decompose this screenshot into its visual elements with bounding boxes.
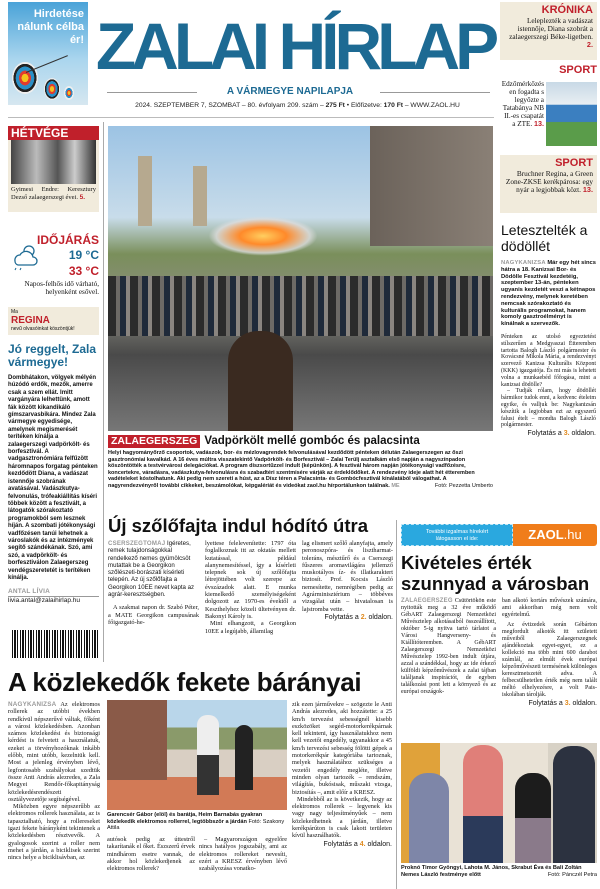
columns: [108, 540, 393, 635]
lead-text-wrap: [108, 450, 493, 490]
article-title: Kivételes érték szunnyad a városban: [401, 552, 590, 594]
barcode: [12, 630, 98, 658]
column: [302, 540, 393, 635]
lead-text: Helyi hagyományőrző csoportok, vadászok, bor- és mézlovagrendek felvonulásával kezdődött pénteken délután Zalaegerszegen az őszi gasztronómiai kavalkád. A 16 éves múltra visszatekintő Vadpörkölt- és Borfesztivál – Zalai Terülj asztalkám első napján a nagyszínpadon köszöntötték a testvérvárosi delegációkat. A program díszsortűzzel indult (képünkön). A fesztivál három napján jótékonysági vadfőzésre, koncertekre, váradásra, vadászkutya-felvonulásra és szabadtéri szentmisére várják az érdeklődőket. A rendezvény ideje alatt hét étteremben vadételeket kóstolhatunk. Aki pedig nem szereti a húst, az a Dísz téren a Palacsinta- és Gombócfesztivál kínálatából válogathat. A nagyrendezvényről további cikkeket, beszámolókat, képgalériát és videókat zaol.hu hírportálunkon találnak.: [108, 450, 475, 489]
person: [409, 773, 449, 863]
roller-col-3: – Magyarországon egyelőre nincs hatályos jogszabály, ami az elektromos rollereket nevesíti, ezért a KRESZ érvényben lévő szabályozása vonatko-: [199, 836, 287, 873]
target-icon: [44, 78, 60, 100]
photo-credit: Fotó: Szakony Attila: [107, 818, 285, 832]
zaol-banner-text: További izgalmas hírekért látogasson el ide:: [401, 524, 513, 546]
lead-title: Vadpörkölt mellé gombóc és palacsinta: [204, 435, 420, 447]
kicker: NAGYKANIZSA: [501, 260, 546, 266]
article-body: lag elismert szőlő alanyfajta, amely peronoszpóra- és lisztharmat-toleráns, mésztűrő és a Cserszegi fűszeres aromavilágára jellemző muskotályos íz- és illatkaraktert biztosít. Prof. Kocsis László nemesítette, nemrégiben pedig az Agrárminisztérium – többéves vizsgálat után – hivatalosan is lajstromba vette.: [302, 540, 393, 613]
lead-headline-row: [108, 435, 493, 448]
zaol-logo: [513, 524, 597, 546]
dateline: [100, 101, 495, 110]
church-tower: [138, 156, 152, 226]
lead-text: Már egy hét sincs hátra a 18. Kanizsai Bor- és Dödölle Fesztivál kezdetéig, szeptember 13-án, pénteken ugyanis kezdetét veszi a kétnapos rendezvény, melynek keretében nemcsak szórakoztató és kulturális programokat, hanem komoly gasztroélményt is kínálnak a szervezők.: [501, 260, 596, 328]
kronika-teaser[interactable]: [500, 2, 597, 60]
divider: [103, 122, 104, 662]
dateline-date: 2024. SZEPTEMBER 7, SZOMBAT – 80. évfolyam 209. szám –: [135, 102, 326, 109]
church-tower: [193, 166, 207, 226]
dodolle-article: [501, 222, 596, 438]
sport-label: SPORT: [559, 64, 597, 76]
roller-col-4: [292, 701, 392, 849]
kicker: NAGYKANIZSA: [8, 701, 57, 708]
exhibition-caption: [401, 865, 597, 878]
kicker: ZALAEGERSZEG: [401, 598, 453, 604]
article-body: Csütörtökön este nyitották meg a 32 éve működő GébART Zalaegerszegi Nemzetközi Művésztelep alkotásaiból összeállított, október 5-ig nyitva tartó tárlatot a Városi Hangverseny- és Kiállítóteremben. A GébART Zalaegerszegi Nemzetközi Művésztelep 1992-ben indult útjára, azzal a szándékkal, hogy az ide érkező külföldi képzőművészek a zalai tájban találjanak inspirációt, de egyben találkozási pont lett a környező és az európai országok-: [401, 598, 496, 695]
lead-kicker: ZALAEGERSZEG: [108, 435, 200, 448]
lead-photo: [108, 126, 493, 431]
soldier: [228, 331, 293, 431]
page-ref: 13.: [582, 185, 593, 194]
scooter-caption: [107, 812, 290, 832]
masthead-title: ZALAI HÍRLAP: [95, 9, 495, 83]
article-body: A szakmai napon dr. Szabó Péter, a MATE Georgikon campusának főigazgató-he-: [108, 604, 199, 626]
column: [401, 598, 496, 708]
sport-text-wrap: [500, 80, 544, 129]
cont-pre: Folytatás a: [323, 840, 360, 848]
article-body: ban alkotó kortárs művészek számára, ami akkoriban még nem volt egyértelmű.: [502, 598, 597, 618]
person: [463, 745, 503, 863]
column: [108, 540, 199, 635]
kronika-text-wrap: [504, 17, 593, 49]
kronika-label: KRÓNIKA: [541, 4, 593, 16]
zaol-tld: .hu: [563, 527, 582, 542]
cont-post: oldalon.: [569, 430, 596, 438]
hetvege-text: Gyimesi Endre: Keresztury Dezső zalaegerszegi évei.: [11, 186, 96, 201]
kicker: CSERSZEGTOMAJ: [108, 540, 166, 547]
continued-link[interactable]: [292, 840, 392, 849]
nameday-post: nevű olvasóinkat köszöntjük!: [11, 326, 75, 332]
lead-caption: [108, 435, 493, 490]
sport-teaser-1[interactable]: [500, 64, 597, 152]
exhibition-photo: [401, 743, 597, 863]
zaol-banner[interactable]: [401, 524, 597, 546]
football-photo: [546, 82, 597, 146]
lead-wrap: [108, 540, 199, 598]
weather-text: Napos-felhős idő várható, helyenként esővel.: [24, 280, 99, 297]
editorial: [8, 343, 99, 605]
cont-pre: Folytatás a: [527, 430, 564, 438]
price: 275 Ft: [325, 102, 345, 109]
column: [502, 598, 597, 708]
person: [515, 773, 551, 863]
article-body: Pénteken az utolsó egyeztetést stílszerűen a Medgyaszai Étteremben tartotta Balogh László polgármester és Kovácsné Mikola Mária, a rendezvényt szervező Kanizsa Kulturális Központ (KKK) igazgatója. És mi más is lehetett volna a munkaebéd főfogása, mint a kanizsai dödölle?: [501, 333, 596, 388]
nameday-box: [8, 307, 99, 335]
hetvege-label: HÉTVÉGE: [8, 126, 99, 140]
cont-post: oldalon.: [570, 700, 597, 707]
subscription-price: 170 Ft: [383, 102, 403, 109]
article-lead: [501, 260, 596, 328]
website-link[interactable]: – WWW.ZAOL.HU: [403, 102, 460, 109]
page-ref: 2.: [586, 40, 593, 49]
article-body-2: – Tudják rólam, hogy dödöllét bármikor tudok enni, a kedvenc ételeim egyike, és valljuk be: Nagykanizsán készítik a legjobban ezt az egyszerű falusi ételt – mondta Balogh László polgármester.: [501, 388, 596, 429]
scooter-photo: [107, 700, 287, 810]
building-door: [107, 700, 167, 780]
kronika-text: Leleplezték a vadászat istennője, Diana szobrát a zalaegerszegi Béke-ligetben.: [509, 16, 593, 41]
roller-col-1: [8, 701, 100, 862]
author-sign: ME: [391, 482, 400, 489]
sport-text: Bruchner Regina, a Green Zone-ZKSE kerékpárosa: egy nyár a legjobbak közt.: [505, 169, 593, 194]
photo-credit: Fotó: Pezzetta Umberto: [434, 482, 493, 489]
ad-box[interactable]: [8, 2, 88, 105]
photo-credit: Fotó: Pánczél Petra: [547, 871, 597, 878]
hetvege-photo: [11, 140, 96, 184]
column: [8, 701, 100, 803]
editorial-text: Dombhátakon, völgyek mélyén húzódó erdők, mezők, amerre csak a szem ellát. Imitt vargányára lelhettünk, amott fák között kikandikáló gímszarvasbikára. Mindez Zala vármegye egyedisége, amelynek megismerését terítéken kínálja a zalaegerszegi vadpörkölt- és borfesztivál. A vadgasztronómiára felfűzött háromnapos forgatag pénteken kezdődött Diana, a vadászat istennője szobrának avatásával. Vadászkutya-felvonulás, trófeakiállítás kíséri többek között a fesztivált, a látogatók szórakoztató programokból sem lesznek híján. A szombati jótékonysági vadfőzésen tanúi lehetnek a városlakók és az intézmények segítő szándékának. Szó, ami szó, a vadpörkölt- és borfesztiválon Zalaegerszeg vendégszeretetét is terítéken kínálja.: [8, 375, 98, 581]
sport-text-wrap: [504, 170, 593, 194]
weather-box: [8, 233, 99, 305]
divider: [107, 92, 197, 93]
article-title: Új szőlőfajta indul hódító útra: [108, 515, 369, 536]
page-ref: 5.: [79, 193, 85, 201]
cont-page: 2.: [360, 613, 367, 621]
cont-post: oldalon.: [365, 840, 392, 848]
column: [205, 540, 296, 635]
hetvege-teaser[interactable]: [8, 126, 99, 212]
divider: [396, 520, 397, 889]
page-ref: 13.: [534, 119, 544, 129]
lead-text: Igéretes, remek tulajdonságokkal rendelkező nemes gyümölcsöt mutattak be a Georgikon szőlészeti-borászati kísérleti telepén. Az új szőlőfajta a Georgikon 10EE nevet kapta az agrár-keresztségben.: [108, 540, 195, 599]
columns: [401, 598, 597, 708]
sport-label: SPORT: [555, 157, 593, 169]
divider: [380, 92, 490, 93]
sport-teaser-2[interactable]: [500, 155, 597, 213]
cont-page: 4.: [359, 840, 366, 848]
nameday-pre: Ma: [11, 309, 18, 315]
target-icon: [12, 62, 38, 94]
article-body: lyettese felelevenítette: 1797 óta foglalkoznak itt az oktatás mellett kutatással, például alanynemesítéssel, így a kísérleti telepnek sok új szőlőfajta létrejöttében volt szerepe az évszázadok alatt. E munka kiemelkedő személyiségeként dolgozott az 1970-es évektől a Keszthelyhez közeli ültetvényen dr. Bakonyi Károly is.: [205, 540, 296, 620]
article-body: Mindebből az is következik, hogy az elektromos rollerek – legyenek kis vagy nagy teljesítményűek – nem közlekedhetnek a járdán, illetve kerékpárúton is csak lakott területen kívül használhatók.: [292, 795, 392, 840]
cannon-smoke: [208, 216, 318, 256]
masthead-subtitle: A VÁRMEGYE NAPILAPJA: [226, 86, 354, 97]
hetvege-text-wrap: [8, 184, 99, 203]
person: [553, 746, 595, 863]
editorial-email[interactable]: livia.antal@zalaihirlap.hu: [8, 597, 80, 605]
article-body: Az évtizedek során Gébárton megfordult alkotók itt született műveiből Zalaegerszegnek ajándékoztak egyet-egyet, ez a kollekció ma több mint 600 darabot számlál, az elmúlt évek európai képzőművészeti termésének különleges keresztmetszetét adva. A felbecsülhetetlen érték még nem talált méltó elhelyezésre, a volt Pais-iskolában tárolják.: [502, 622, 597, 698]
weather-min: 19 °C: [68, 248, 99, 262]
divider: [8, 117, 494, 118]
kiveteles-article: [401, 552, 597, 708]
article-body: zik ezen járművekre – szögezte le Anti András alezredes, aki hozzátette: a 25 km/h tervezési sebességnél kisebb eszközöket segéd-motorkerékpárnak kell tekinteni, így használatukhoz nem kell vezetői engedély, ugyanakkor a 45 km/h tervezési sebesség fölötti gépek a motorkerékpár kategóriába tartoznak, melyek használatához szükséges a vezetői engedély megléte, illetve minden olyan tartozék – rendszám, világítás, bukósisak, műszaki vizsga, biztosítás –, amit előír a KRESZ.: [292, 701, 392, 796]
zaol-brand: ZAOL: [528, 527, 564, 542]
crowd: [108, 276, 493, 336]
weather-max: 33 °C: [68, 264, 99, 278]
article-title: Letesztelték a dödöllét: [501, 222, 588, 254]
person: [235, 725, 253, 790]
dateline-sep: • Előfizetve:: [344, 102, 384, 109]
article-body: Az elektromos rollerek az utóbbi években rendkívül népszerűvé váltak, főként a városi közlekedésben. Azonban számos közlekedési és biztonsági kérdést is felvetett a használatuk, ezeket a törvényhozóknak inkább előbb, mint utóbb, kezelniük kell. Most a jelenleg érvényben lévő, legfontosabb szabályokat szedtük össze Anti András alezredes, a Zala Megyei Rendőr-főkapitányság közlekedésrendészeti osztályvezetője segítségével.: [8, 701, 100, 803]
sport-text: Edzőmérkőzésen fogadta s legyőzte a Tatabánya NB II.-es csapatát a ZTE.: [501, 80, 544, 129]
person: [197, 715, 219, 795]
cont-page: 3.: [563, 430, 570, 438]
continued-link[interactable]: [502, 699, 597, 708]
continued-link[interactable]: [302, 613, 393, 622]
article-body: Mint elhangzott, a Georgikon 10EE a legújabb, államilag: [205, 620, 296, 635]
target-icon: [64, 86, 74, 100]
szolo-article: [108, 515, 393, 635]
continued-link[interactable]: [501, 429, 596, 438]
caption-text: Proknó Timor Gyöngyi, Lahota M. János, Skrabut Éva és Bali Zoltán Nemes László festménye előtt: [401, 865, 582, 878]
cont-pre: Folytatás a: [528, 700, 565, 707]
editorial-author: ANTAL LÍVIA: [8, 588, 99, 597]
roller-col-2: autósok pedig az úttestről takarítanák el őket. Észszerű érvek mindhárom esetre vannak, de akkor hol közlekedjenek az elektromos rollerek?: [107, 836, 195, 873]
cont-post: oldalon.: [366, 613, 393, 621]
cont-pre: Folytatás a: [324, 613, 361, 621]
caption-text: Garencsér Gábor (elöl) és barátja, Heim Barnabás gyakran közlekedik elektromos rollerrel, legtöbbször a járdán: [107, 812, 263, 825]
building: [370, 126, 493, 246]
roller-title: A közlekedők fekete bárányai: [8, 667, 362, 697]
article-body: Miközben egyre népszerűbb az elektromos rollerek használata, az is tapasztalható, hogy a rollereseket igazi fekete bárányként tekintenek a közlekedésben résztvevők. A gyalogosok szerint a roller nem mehet a járdán, a biciklisek szerint nincs helye a biciklisávban, az: [8, 803, 100, 862]
nameday-name: REGINA: [11, 315, 50, 326]
editorial-title: Jó reggelt, Zala vármegye!: [8, 342, 97, 369]
cont-page: 3.: [564, 700, 571, 707]
ad-text: Hirdetése nálunk célba ér!: [17, 8, 84, 46]
weather-label: IDŐJÁRÁS: [36, 233, 99, 247]
